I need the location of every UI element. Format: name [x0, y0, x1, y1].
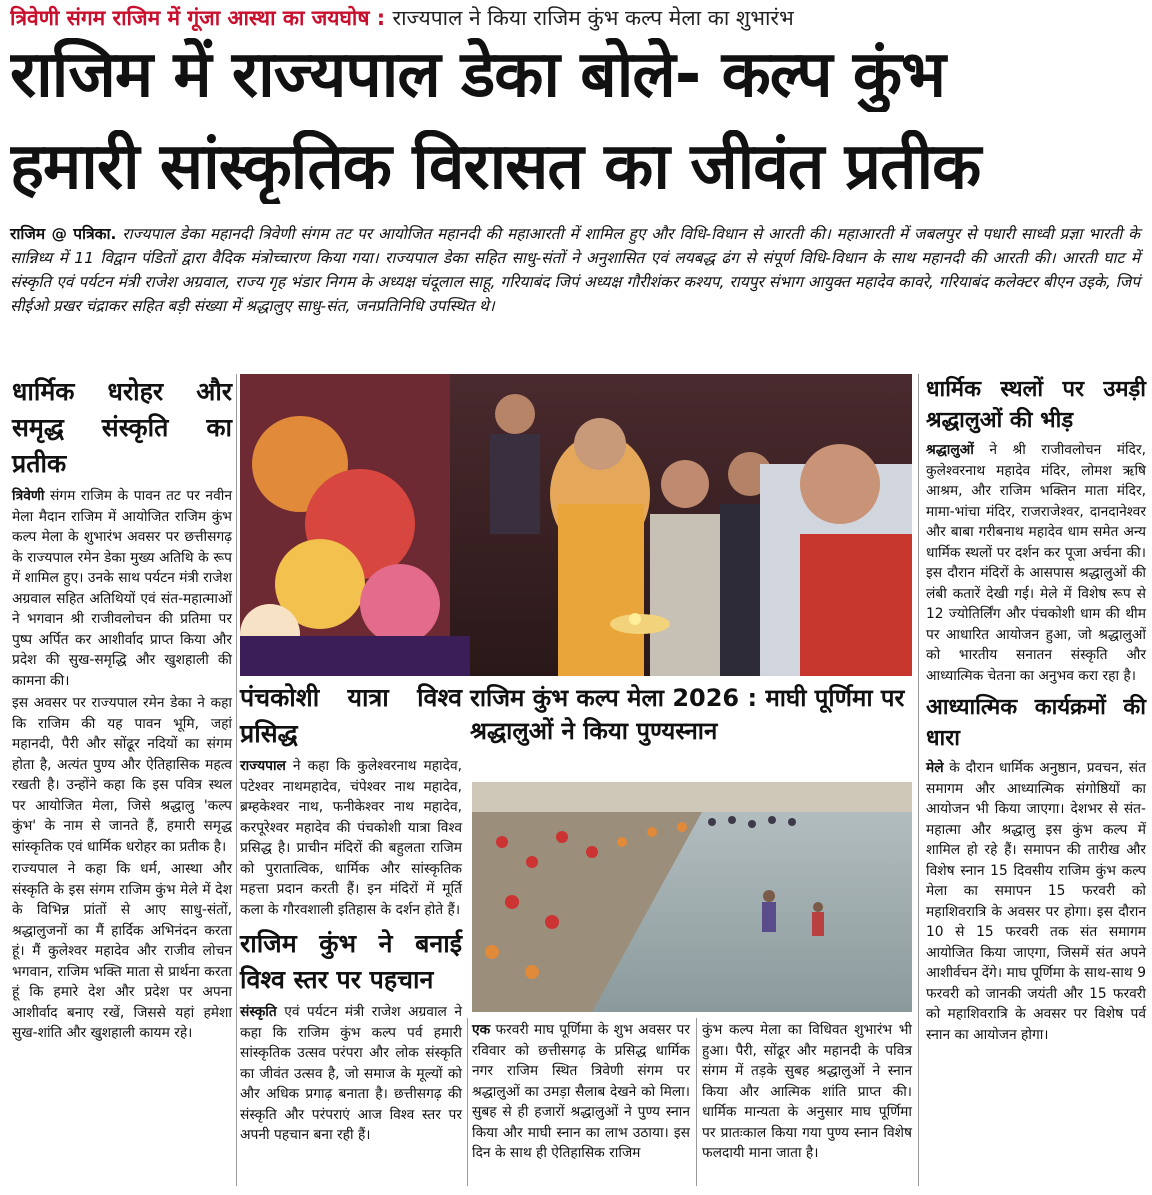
photo-heading: राजिम कुंभ कल्प मेला 2026 : माघी पूर्णिमा पर श्रद्धालुओं ने किया पुण्यस्नान — [470, 684, 905, 745]
article-column-4 — [926, 374, 1146, 1047]
column-divider — [467, 1018, 468, 1186]
column-divider — [696, 1018, 697, 1186]
lead-word: संस्कृति — [240, 1004, 277, 1020]
article-column-1 — [12, 374, 232, 1046]
paragraph-text: के दौरान धार्मिक अनुष्ठान, प्रवचन, संत समागम और आध्यात्मिक संगोष्ठियों का आयोजन भी किया जाएगा। देशभर से संत-महात्मा और श्रद्धालु इस कुंभ कल्प में शामिल हो रहे हैं। समापन की तारीख और विशेष स्नान 15 दिवसीय राजिम कुंभ कल्प मेला का समापन 15 फरवरी को महाशिवरात्रि के अवसर पर होगा। इस दौरान 10 से 15 फरवरी तक संत समागम आयोजित किया जाएगा, जिसमें संत अपने आशीर्वचन देंगे। माघ पूर्णिमा के साथ-साथ 9 फरवरी को जानकी जयंती और 15 फरवरी को महाशिवरात्रि के अवसर पर विशेष पर्व स्नान का आयोजन होगा। — [926, 760, 1147, 1043]
paragraph-text: ने कहा कि कुलेश्वरनाथ महादेव, पटेश्वर नाथमहादेव, चंपेश्वर नाथ महादेव, ब्रम्हकेश्वर नाथ, फनीकेश्वर नाथ महादेव, करपूरेश्वर महादेव की पंचकोशी यात्रा विश्व प्रसिद्ध है। प्राचीन मंदिरों की बहुलता राजिम को पुरातात्विक, धार्मिक और सांस्कृतिक महत्ता प्रदान करती हैं। इन मंदिरों में मूर्ति कला के गौरवशाली इतिहास के दर्शन होते हैं। — [240, 758, 463, 918]
kicker-black: राज्यपाल ने किया राजिम कुंभ कल्प मेला का शुभारंभ — [392, 6, 794, 30]
subheading: पंचकोशी यात्रा विश्व प्रसिद्ध — [240, 683, 462, 748]
headline-line-2: हमारी सांस्कृतिक विरासत का जीवंत प्रतीक — [10, 130, 981, 204]
paragraph — [926, 758, 1146, 1045]
lead-word: राज्यपाल — [240, 758, 286, 774]
paragraph — [240, 756, 462, 920]
paragraph — [926, 440, 1146, 686]
paragraph: कुंभ कल्प मेला का विधिवत शुभारंभ भी हुआ। पैरी, सोंढूर और महानदी के पवित्र संगम में तड़के सुबह श्रद्धालुओं ने स्नान किया और आत्मिक शांति प्राप्त की। धार्मिक मान्यता के अनुसार माघ पूर्णिमा पर प्रातःकाल किया गया पुण्य स्नान विशेष फलदायी माना जाता है। — [702, 1022, 912, 1161]
lead-word: एक — [472, 1022, 491, 1038]
ceremony-photo — [240, 374, 912, 676]
subheading: धार्मिक स्थलों पर उमड़ी श्रद्धालुओं की भीड़ — [926, 377, 1146, 433]
kicker-red: त्रिवेणी संगम राजिम में गूंजा आस्था का जयघोष : — [10, 6, 386, 30]
paragraph: इस अवसर पर राज्यपाल रमेन डेका ने कहा कि राजिम की यह पावन भूमि, जहां महानदी, पैरी और सोंढूर नदियों का संगम होता है, अत्यंत पुण्य और ऐतिहासिक महत्व रखती है। उन्होंने कहा कि इस पवित्र स्थल पर आयोजित मेला, जिसे श्रद्धालु 'कल्प कुंभ' के नाम से जानते हैं, हमारी समृद्ध सांस्कृतिक एवं धार्मिक धरोहर का प्रतीक है। — [12, 695, 232, 855]
lead-word: श्रद्धालुओं — [926, 442, 974, 458]
lead-word: मेले — [926, 760, 944, 776]
subheading: धार्मिक धरोहर और समृद्ध संस्कृति का प्रतीक — [12, 377, 232, 478]
paragraph — [12, 486, 232, 691]
article-column-3a — [472, 1020, 690, 1166]
headline-line-1: राजिम में राज्यपाल डेका बोले- कल्प कुंभ — [10, 38, 945, 112]
paragraph — [472, 1020, 690, 1164]
paragraph-text: एवं पर्यटन मंत्री राजेश अग्रवाल ने कहा कि राजिम कुंभ कल्प पर्व हमारी सांस्कृतिक उत्सव परंपरा और लोक संस्कृति का जीवंत उत्सव है, जो समाज के मूल्यों को और अधिक प्रगाढ़ बनाता है। छत्तीसगढ़ की संस्कृति और परंपराएं आज विश्व स्तर पर अपनी पहचान बना रही हैं। — [240, 1004, 462, 1143]
river-bathing-photo — [472, 782, 912, 1012]
subheading: राजिम कुंभ ने बनाई विश्व स्तर पर पहचान — [240, 929, 462, 994]
kicker-line — [10, 4, 1145, 32]
article-column-3b — [702, 1020, 912, 1166]
subheading: आध्यात्मिक कार्यक्रमों की धारा — [926, 695, 1146, 751]
paragraph — [240, 1002, 462, 1146]
column-divider — [236, 374, 237, 1186]
paragraph-text: ने श्री राजीवलोचन मंदिर, कुलेश्वरनाथ महादेव मंदिर, लोमश ऋषि आश्रम, और राजिम भक्तिन माता मंदिर, मामा-भांचा मंदिर, राजराजेश्वर, दानदानेश्वर और बाबा गरीबनाथ महादेव धाम समेत अन्य धार्मिक स्थलों पर दर्शन कर पूजा अर्चना की। इस दौरान मंदिरों के आसपास श्रद्धालुओं की लंबी कतारें देखी गई। मेले में विशेष रूप से 12 ज्योतिर्लिंग और पंचकोशी धाम की थीम पर आधारित आयोजन हुआ, जो श्रद्धालुओं को भारतीय सनातन संस्कृति और आध्यात्मिक चेतना का अनुभव करा रहा है। — [926, 442, 1146, 684]
intro-paragraph — [10, 222, 1140, 318]
lead-word: त्रिवेणी — [12, 488, 45, 504]
paragraph-text: संगम राजिम के पावन तट पर नवीन मेला मैदान राजिम में आयोजित राजिम कुंभ कल्प मेला के शुभारंभ अवसर पर छत्तीसगढ़ के राज्यपाल रमेन डेका मुख्य अतिथि के रूप में शामिल हुए। उनके साथ पर्यटन मंत्री राजेश अग्रवाल सहित अतिथियों एवं संत-महात्माओं ने भगवान श्री राजीवलोचन की प्रतिमा पर पुष्प अर्पित कर आशीर्वाद प्राप्त किया और प्रदेश की सुख-समृद्धि और खुशहाली की कामना की। — [12, 488, 232, 689]
dateline: राजिम @ पत्रिका. — [10, 225, 117, 243]
paragraph: राज्यपाल ने कहा कि धर्म, आस्था और संस्कृति के इस संगम राजिम कुंभ मेले में देश के विभिन्न प्रांतों से आए साधु-संतों, श्रद्धालुजनों का मैं हार्दिक अभिनंदन करता हूं। मैं कुलेश्वर महादेव और राजीव लोचन भगवान, राजिम भक्ति माता से प्रार्थना करता हूं कि हमारे देश और प्रदेश पर अपना आशीर्वाद बनाए रखें, जिससे यहां हमेशा सुख-शांति और खुशहाली कायम रहे। — [12, 861, 232, 1041]
intro-text: राज्यपाल डेका महानदी त्रिवेणी संगम तट पर आयोजित महानदी की महाआरती में शामिल हुए और विधि-विधान से आरती की। महाआरती में जबलपुर से पधारी साध्वी प्रज्ञा भारती के सान्निध्य में 11 विद्वान पंडितों द्वारा वैदिक मंत्रोच्चारण किया गया। राज्यपाल डेका सहित साधु-संतों ने अनुशासित एवं लयबद्ध ढंग से संपूर्ण विधि-विधान के साथ महानदी की आरती की। आरती घाट में संस्कृति एवं पर्यटन मंत्री राजेश अग्रवाल, राज्य गृह भंडार निगम के अध्यक्ष चंदूलाल साहू, गरियाबंद जिपं अध्यक्ष गौरीशंकर कश्यप, रायपुर संभाग आयुक्त महादेव कावरे, गरियाबंद कलेक्टर बीएन उइके, जिपं सीईओ प्रखर चंद्राकर सहित बड़ी संख्या में श्रद्धालुए साधु-संत, जनप्रतिनिधि उपस्थित थे। — [10, 225, 1140, 315]
paragraph-text: फरवरी माघ पूर्णिमा के शुभ अवसर पर रविवार को छत्तीसगढ़ के प्रसिद्ध धार्मिक नगर राजिम स्थित त्रिवेणी संगम पर श्रद्धालुओं का उमड़ा सैलाब देखने को मिला। सुबह से ही हजारों श्रद्धालुओं ने पुण्य स्नान किया और माघी स्नान का लाभ उठाया। इस दिन के साथ ही ऐतिहासिक राजिम — [472, 1022, 690, 1161]
column-divider — [918, 374, 919, 1186]
article-column-2 — [240, 680, 462, 1148]
